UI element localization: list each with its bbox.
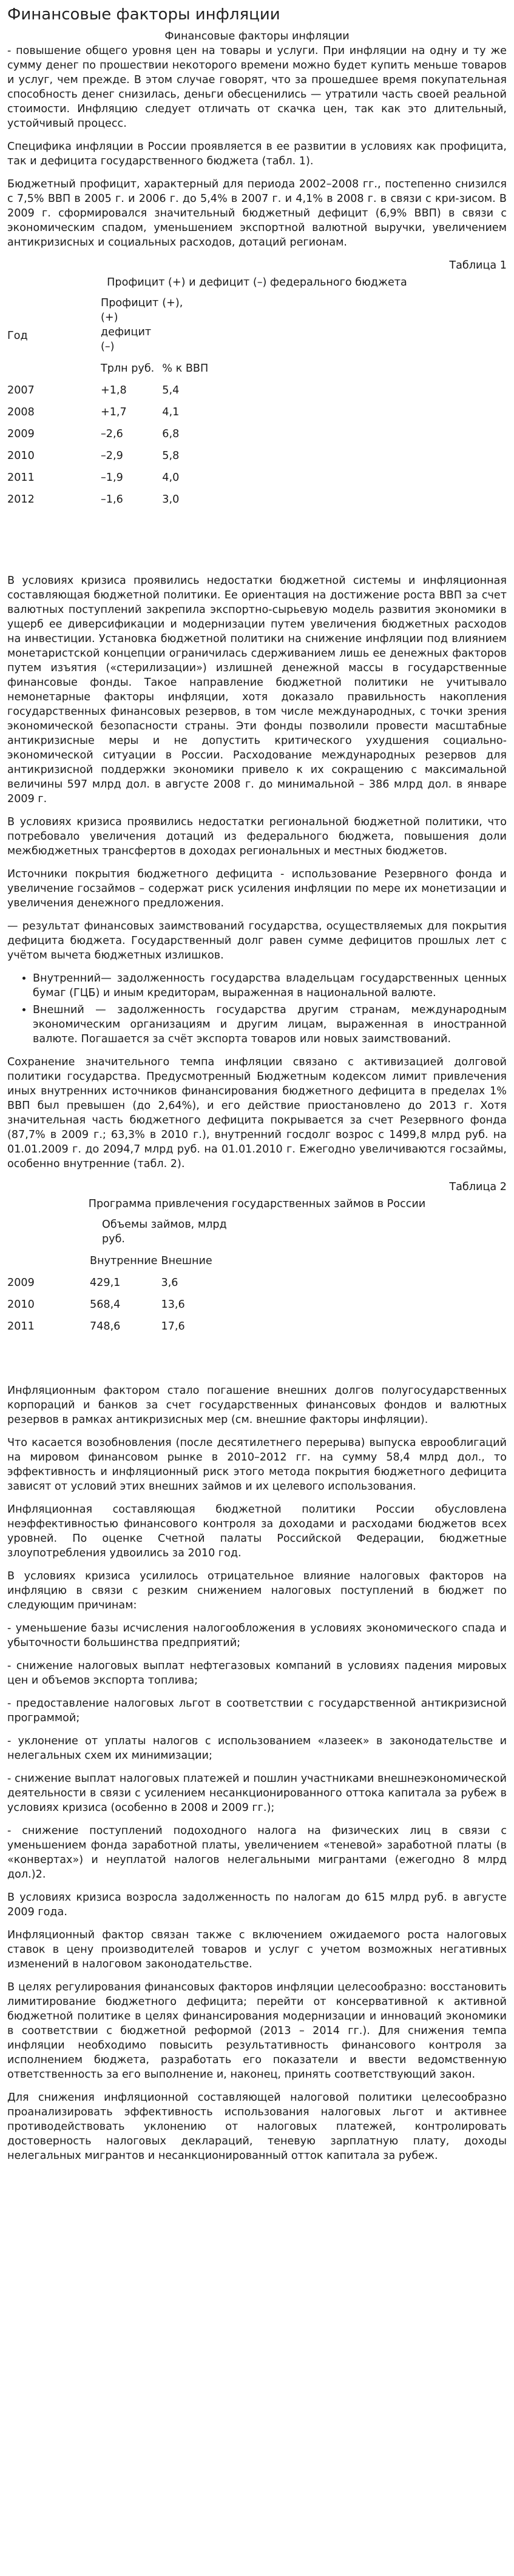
- paragraph-tax-policy: Для снижения инфляционной составляющей налоговой политики целесообразно проанализировать эффективность использования налоговых льгот и активнее противодействовать уклонению от налоговых платежей, контролировать достоверность налоговых деклараций, теневую зарплатную плату, доходы нелегальных мигрантов и несанкционированный отток капитала за рубеж.: [7, 2092, 507, 2162]
- paragraph-financial-control: Инфляционная составляющая бюджетной политики России обусловлена неэффективностью финансового контроля за доходами и расходами бюджетов всех уровней. По оценке Счетной палаты Российской Федерации, бюджетные злоупотребления удвоились за 2010 год.: [7, 1504, 507, 1559]
- table1-pct: 4,0: [162, 472, 180, 484]
- table2-title: Программа привлечения государственных займов в России: [88, 1198, 426, 1210]
- table1-year: 2009: [7, 428, 35, 440]
- table1-title: Профицит (+) и дефицит (–) федерального бюджета: [107, 276, 407, 289]
- table2-inner: 429,1: [90, 1277, 121, 1289]
- table1-head-group-tail: (+),: [162, 297, 183, 309]
- table1-trln: –2,9: [101, 450, 123, 462]
- paragraph-eurobonds: Что касается возобновления (после десятилетнего перерыва) выпуска еврооблигаций на мировом финансовом рынке в 2010–2012 гг. на сумму 58,4 млрд дол., то эффективность и инфляционный риск этого метода покрытия бюджетного дефицита зависят от условий этих внешних займов и их целевого использования.: [7, 1437, 507, 1493]
- table-row: [7, 382, 238, 404]
- table2-outer: 17,6: [161, 1320, 185, 1333]
- paragraph-crisis-regional: В условиях кризиса проявились недостатки региональной бюджетной политики, что потребовало увеличения дотаций из федерального бюджета, повышения доли межбюджетных трансфертов в доходах региональных и местных бюджетов.: [7, 816, 507, 857]
- table1-head-trln: Трлн руб.: [101, 363, 155, 375]
- list-item: • Внутренний— задолженность государства владельцам государственных ценных бумаг (ГЦБ) и иным кредиторам, выраженная в национальной валюте.: [33, 971, 507, 1000]
- table-row: [7, 447, 238, 469]
- table1-pct: 5,4: [162, 384, 180, 396]
- table2-year: 2011: [7, 1320, 35, 1333]
- paragraph-crisis-budget: В условиях кризиса проявились недостатки бюджетной системы и инфляционная составляющая бюджетной политики. Ее ориентация на достижение роста ВВП за счет валютных поступлений закрепила экспортно-сырьевую модель развития экономики в ущерб ее диверсификации и модернизации путем увеличения бюджетных расходов на инвестиции. Установка бюджетной политики на снижение инфляции под влиянием монетаристской концепции ограничилась сдерживанием лишь ее денежных факторов путем изъятия («стерилизации») излишней денежной массы в государственные финансовые фонды. Такое направление бюджетной политики не учитывало немонетарные факторы инфляции, хотя доказало правильность накопления государственных финансовых резервов, в том числе международных, с точки зрения экономической безопасности страны. Эти фонды позволили провести масштабные антикризисные меры и не допустить критического ухудшения социально-экономической ситуации в России. Расходование международных резервов для антикризисной поддержки экономики привело к их сокращению с максимальной величины 597 млрд дол. в августе 2008 г. до минимальной – 386 млрд дол. в январе 2009 г.: [7, 575, 507, 805]
- debt-types-list: [7, 971, 507, 1046]
- table-row: [7, 1318, 232, 1340]
- table1-year: 2011: [7, 472, 35, 484]
- page-title: Финансовые факторы инфляции: [7, 5, 280, 24]
- paragraph-public-debt: — результат финансовых заимствований государства, осуществляемых для покрытия дефицита бюджета. Государственный долг равен сумме дефицитов прошлых лет с учётом вычета бюджетных излишков.: [7, 920, 507, 962]
- paragraph-deficit-sources: Источники покрытия бюджетного дефицита - использование Резервного фонда и увеличение госзаймов – содержат риск усиления инфляции по мере их монетизации и увеличения денежного предложения.: [7, 868, 507, 909]
- table1-pct: 4,1: [162, 406, 180, 418]
- table1-year: 2008: [7, 406, 35, 418]
- document-page: [0, 5, 514, 2196]
- table2-subheader-row: [7, 1253, 232, 1274]
- table2-caption: Таблица 2: [449, 1181, 507, 1193]
- table2-head-group: Объемы займов, млрд руб.: [102, 1219, 227, 1245]
- list-item: - снижение поступлений подоходного налога на физических лиц в связи с уменьшением фонда заработной платы, увеличением «теневой» заработной платы (в «конвертах») и неуплатой налогов нелегальными мигрантами (ежегодно 8 млрд дол.)2.: [7, 1825, 507, 1881]
- list-item: - уклонение от уплаты налогов с использованием «лазеек» в законодательстве и нелегальных схем их минимизации;: [7, 1735, 507, 1762]
- table1-pct: 6,8: [162, 428, 180, 440]
- table2-head-empty: [7, 1253, 90, 1274]
- table2-inner: 748,6: [90, 1320, 121, 1333]
- table1-trln: –2,6: [101, 428, 123, 440]
- list-item: - уменьшение базы исчисления налогообложения в условиях экономического спада и убыточности большинства предприятий;: [7, 1622, 507, 1649]
- table1-pct: 5,8: [162, 450, 180, 462]
- paragraph-specifics: Специфика инфляции в России проявляется в ее развитии в условиях как профицита, так и дефицита государственного бюджета (табл. 1).: [7, 141, 507, 167]
- table2: [7, 1216, 232, 1340]
- table-row: [7, 404, 238, 426]
- paragraph-external-debt: Инфляционным фактором стало погашение внешних долгов полугосударственных корпораций и банков за счет государственных финансовых фондов и валютных резервов в рамках антикризисных мер (см. внешние факторы инфляции).: [7, 1385, 507, 1426]
- table2-head-outer: Внешние: [161, 1255, 212, 1267]
- spacer: [7, 520, 507, 574]
- table1-trln: –1,9: [101, 472, 123, 484]
- table1-head-group: Профицит (+) дефицит (–): [101, 297, 159, 353]
- table1-trln: +1,8: [101, 384, 127, 396]
- table-row: [7, 1296, 232, 1318]
- list-item: - снижение выплат налоговых платежей и пошлин участниками внешнеэкономической деятельности в связи с усилением несанкционированного оттока капитала за рубеж в условиях кризиса (особенно в 2008 и 2009 гг.);: [7, 1773, 507, 1814]
- table1-trln: +1,7: [101, 406, 127, 418]
- table1-pct: 3,0: [162, 493, 180, 506]
- spacer: [7, 1347, 507, 1383]
- table2-outer: 13,6: [161, 1299, 185, 1311]
- table1-caption: Таблица 1: [449, 259, 507, 272]
- table1-header-row: [7, 295, 238, 360]
- table-row: [7, 1274, 232, 1296]
- table1: [7, 295, 238, 513]
- table2-inner: 568,4: [90, 1299, 121, 1311]
- paragraph-tax-arrears: В условиях кризиса возросла задолженность по налогам до 615 млрд руб. в августе 2009 года.: [7, 1892, 507, 1918]
- list-item: • Внешний — задолженность государства другим странам, международным экономическим организациям и другим лицам, выраженная в иностранной валюте. Погашается за счёт экспорта товаров или новых заимствований.: [33, 1003, 507, 1046]
- table-row: [7, 469, 238, 491]
- paragraph-debt-policy: Сохранение значительного темпа инфляции связано с активизацией долговой политики государства. Предусмотренный Бюджетным кодексом лимит привлечения иных внутренних источников финансирования бюджетного дефицита в пределах 1% ВВП был превышен (до 2,64%), и его действие приостановлено до 2013 г. Хотя значительная часть бюджетного дефицита покрывается за счет Резервного фонда (87,7% в 2009 г.; 63,3% в 2010 г.), внутренний госдолг возрос с 1499,8 млрд руб. на 01.01.2009 г. до 2094,7 млрд руб. на 01.01.2010 г. Ежегодно увеличиваются госзаймы, особенно внутренние (табл. 2).: [7, 1056, 507, 1170]
- table1-year: 2012: [7, 493, 35, 506]
- table-row: [7, 491, 238, 513]
- table2-year: 2009: [7, 1277, 35, 1289]
- table1-trln: –1,6: [101, 493, 123, 506]
- table1-head-year: Год: [7, 330, 28, 342]
- table2-outer: 3,6: [161, 1277, 178, 1289]
- paragraph-tax-expectations: Инфляционный фактор связан также с включением ожидаемого роста налоговых ставок в цену производителей товаров и услуг с учетом возможных негативных изменений в налоговом законодательстве.: [7, 1929, 507, 1970]
- table2-header-row: [7, 1216, 232, 1253]
- paragraph-intro: - повышение общего уровня цен на товары и услуги. При инфляции на одну и ту же сумму денег по прошествии некоторого времени можно будет купить меньше товаров и услуг, чем прежде. В этом случае говорят, что за прошедшее время покупательная способность денег снизилась, деньги обесценились — утратили часть своей реальной стоимости. Инфляцию следует отличать от скачка цен, так как это длительный, устойчивый процесс.: [7, 45, 507, 130]
- table1-year: 2007: [7, 384, 35, 396]
- table2-head-empty: [7, 1216, 90, 1253]
- list-item: - предоставление налоговых льгот в соответствии с государственной антикризисной программой;: [7, 1698, 507, 1724]
- list-item: - снижение налоговых выплат нефтегазовых компаний в условиях падения мировых цен и объемов экспорта топлива;: [7, 1660, 507, 1687]
- table1-head-pct: % к ВВП: [162, 363, 209, 375]
- table-row: [7, 426, 238, 447]
- paragraph-tax-factors: В условиях кризиса усилилось отрицательное влияние налоговых факторов на инфляцию в связи с резким снижением налоговых поступлений в бюджет по следующим причинам:: [7, 1570, 507, 1611]
- table2-year: 2010: [7, 1299, 35, 1311]
- paragraph-regulation: В целях регулирования финансовых факторов инфляции целесообразно: восстановить лимитирование бюджетного дефицита; перейти от консервативной к активной бюджетной политике в целях финансирования модернизации и инноваций экономики в соответствии с бюджетной реформой (2013 – 2014 гг.). Для снижения темпа инфляции необходимо повысить результативность финансового контроля за исполнением бюджета, разработать его показатели и ввести ведомственную ответственность за его выполнение и, наконец, принять соответствующий закон.: [7, 1981, 507, 2081]
- table1-year: 2010: [7, 450, 35, 462]
- paragraph-surplus: Бюджетный профицит, характерный для периода 2002–2008 гг., постепенно снизился с 7,5% ВВП в 2005 г. и 2006 г. до 5,4% в 2007 г. и 4,1% в 2008 г. в связи с кри-зисом. В 2009 г. сформировался значительный бюджетный дефицит (6,9% ВВП) в связи с экономическим спадом, уменьшением экспортной валютной выручки, увеличением антикризисных и социальных расходов, дотаций регионам.: [7, 178, 507, 249]
- table2-head-inner: Внутренние: [90, 1255, 158, 1267]
- document-subtitle: Финансовые факторы инфляции: [164, 30, 350, 42]
